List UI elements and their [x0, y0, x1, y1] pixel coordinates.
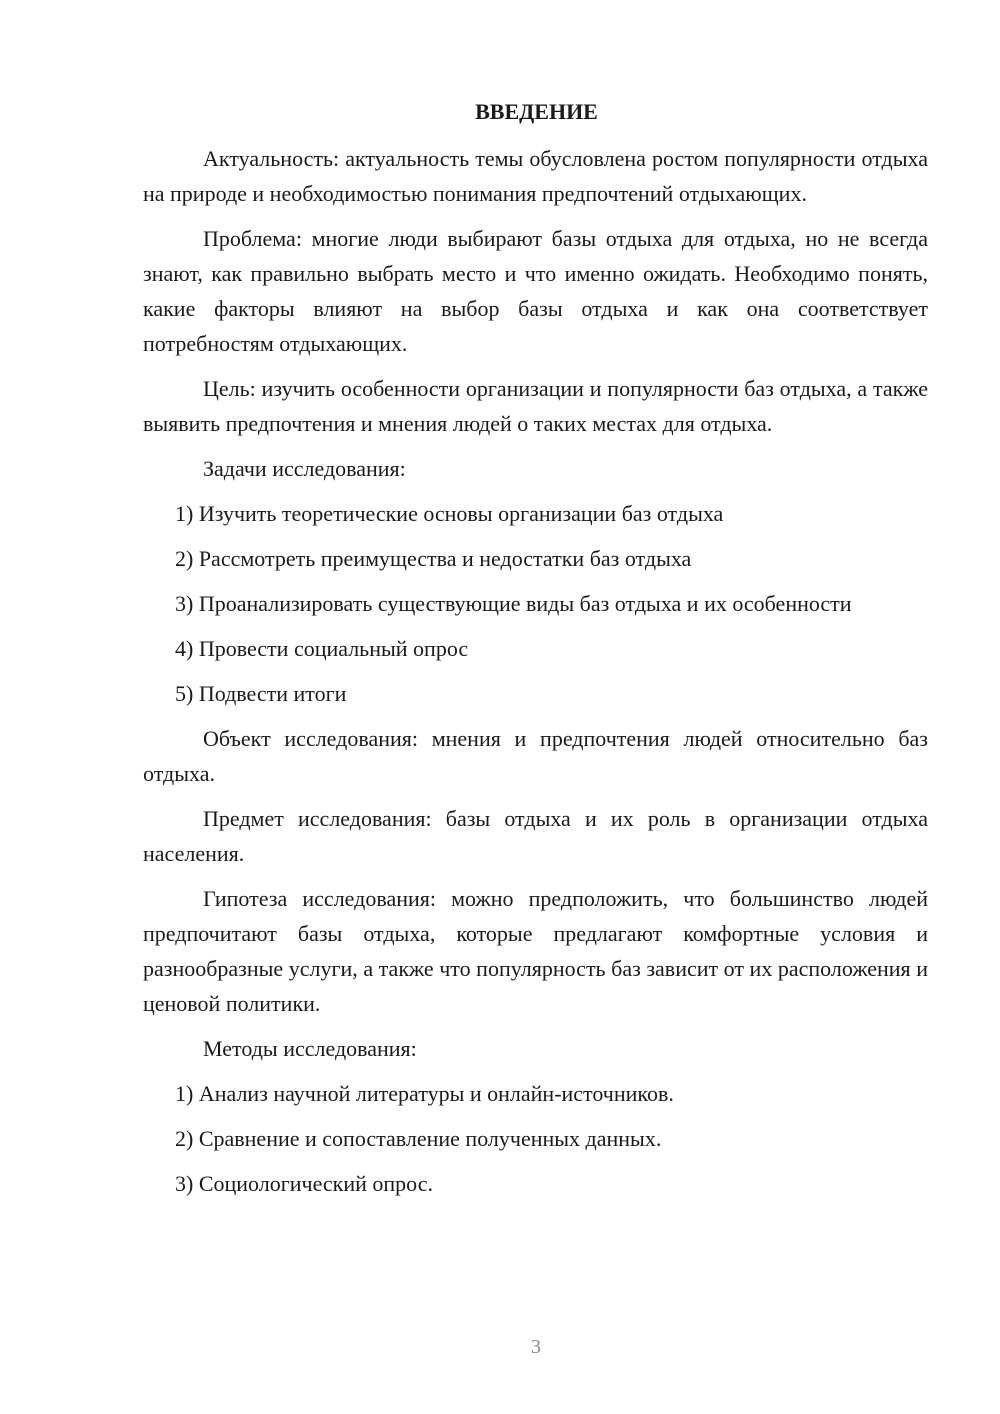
problem-paragraph: Проблема: многие люди выбирают базы отдыха для отдыха, но не всегда знают, как правильно выбрать место и что именно ожидать. Необходимо понять, какие факторы влияют на выбор базы отдыха и как она соответствует потребностям отдыхающих.	[143, 226, 928, 356]
method-item: 3) Социологический опрос.	[175, 1171, 433, 1196]
task-item: 2) Рассмотреть преимущества и недостатки баз отдыха	[175, 546, 692, 571]
methods-heading: Методы исследования:	[203, 1036, 417, 1061]
relevance-paragraph: Актуальность: актуальность темы обусловлена ростом популярности отдыха на природе и необходимостью понимания предпочтений отдыхающих.	[143, 146, 928, 206]
page-number: 3	[531, 1336, 541, 1358]
hypothesis-paragraph: Гипотеза исследования: можно предположить, что большинство людей предпочитают базы отдыха, которые предлагают комфортные условия и разнообразные услуги, а также что популярность баз зависит от их расположения и ценовой политики.	[143, 886, 928, 1016]
tasks-heading: Задачи исследования:	[203, 456, 406, 481]
goal-paragraph: Цель: изучить особенности организации и популярности баз отдыха, а также выявить предпочтения и мнения людей о таких местах для отдыха.	[143, 376, 928, 436]
task-item: 4) Провести социальный опрос	[175, 636, 469, 661]
task-item: 1) Изучить теоретические основы организации баз отдыха	[175, 501, 724, 526]
method-item: 1) Анализ научной литературы и онлайн-источников.	[175, 1081, 674, 1106]
task-item: 3) Проанализировать существующие виды баз отдыха и их особенности	[175, 591, 852, 616]
task-item: 5) Подвести итоги	[175, 681, 347, 706]
object-paragraph: Объект исследования: мнения и предпочтения людей относительно баз отдыха.	[143, 726, 928, 786]
method-item: 2) Сравнение и сопоставление полученных данных.	[175, 1126, 662, 1151]
document-body	[143, 94, 928, 1211]
subject-paragraph: Предмет исследования: базы отдыха и их роль в организации отдыха населения.	[143, 806, 928, 866]
section-title: ВВЕДЕНИЕ	[475, 99, 598, 124]
